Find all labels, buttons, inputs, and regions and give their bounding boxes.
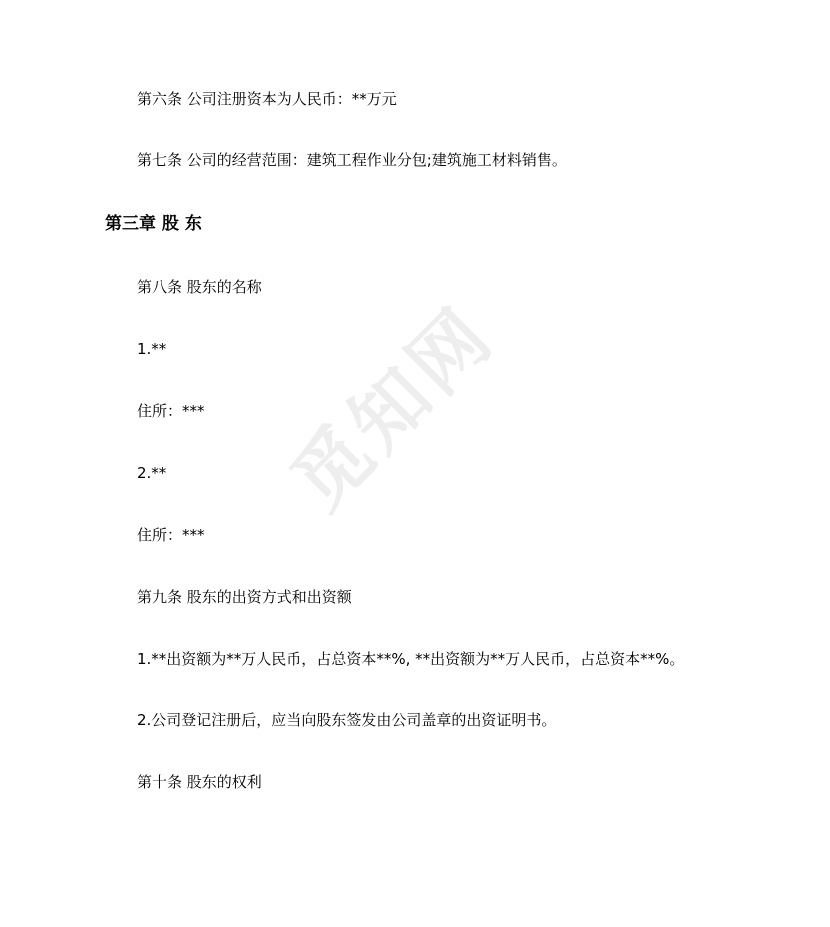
shareholder-1-name: 1.**	[137, 340, 167, 358]
article-6: 第六条 公司注册资本为人民币：**万元	[137, 90, 397, 108]
watermark: 觅知网	[274, 289, 512, 527]
shareholder-2-name: 2.**	[137, 464, 167, 482]
article-8: 第八条 股东的名称	[137, 278, 262, 296]
chapter-3-heading: 第三章 股 东	[105, 214, 202, 234]
article-10: 第十条 股东的权利	[137, 773, 262, 791]
article-9-item-2: 2.公司登记注册后，应当向股东签发由公司盖章的出资证明书。	[137, 711, 557, 729]
article-7: 第七条 公司的经营范围：建筑工程作业分包;建筑施工材料销售。	[137, 151, 567, 169]
shareholder-1-address: 住所：***	[137, 402, 205, 420]
shareholder-2-address: 住所：***	[137, 526, 205, 544]
article-9: 第九条 股东的出资方式和出资额	[137, 588, 352, 606]
article-9-item-1: 1.**出资额为**万人民币，占总资本**%, **出资额为**万人民币，占总资本**%。	[137, 650, 685, 668]
